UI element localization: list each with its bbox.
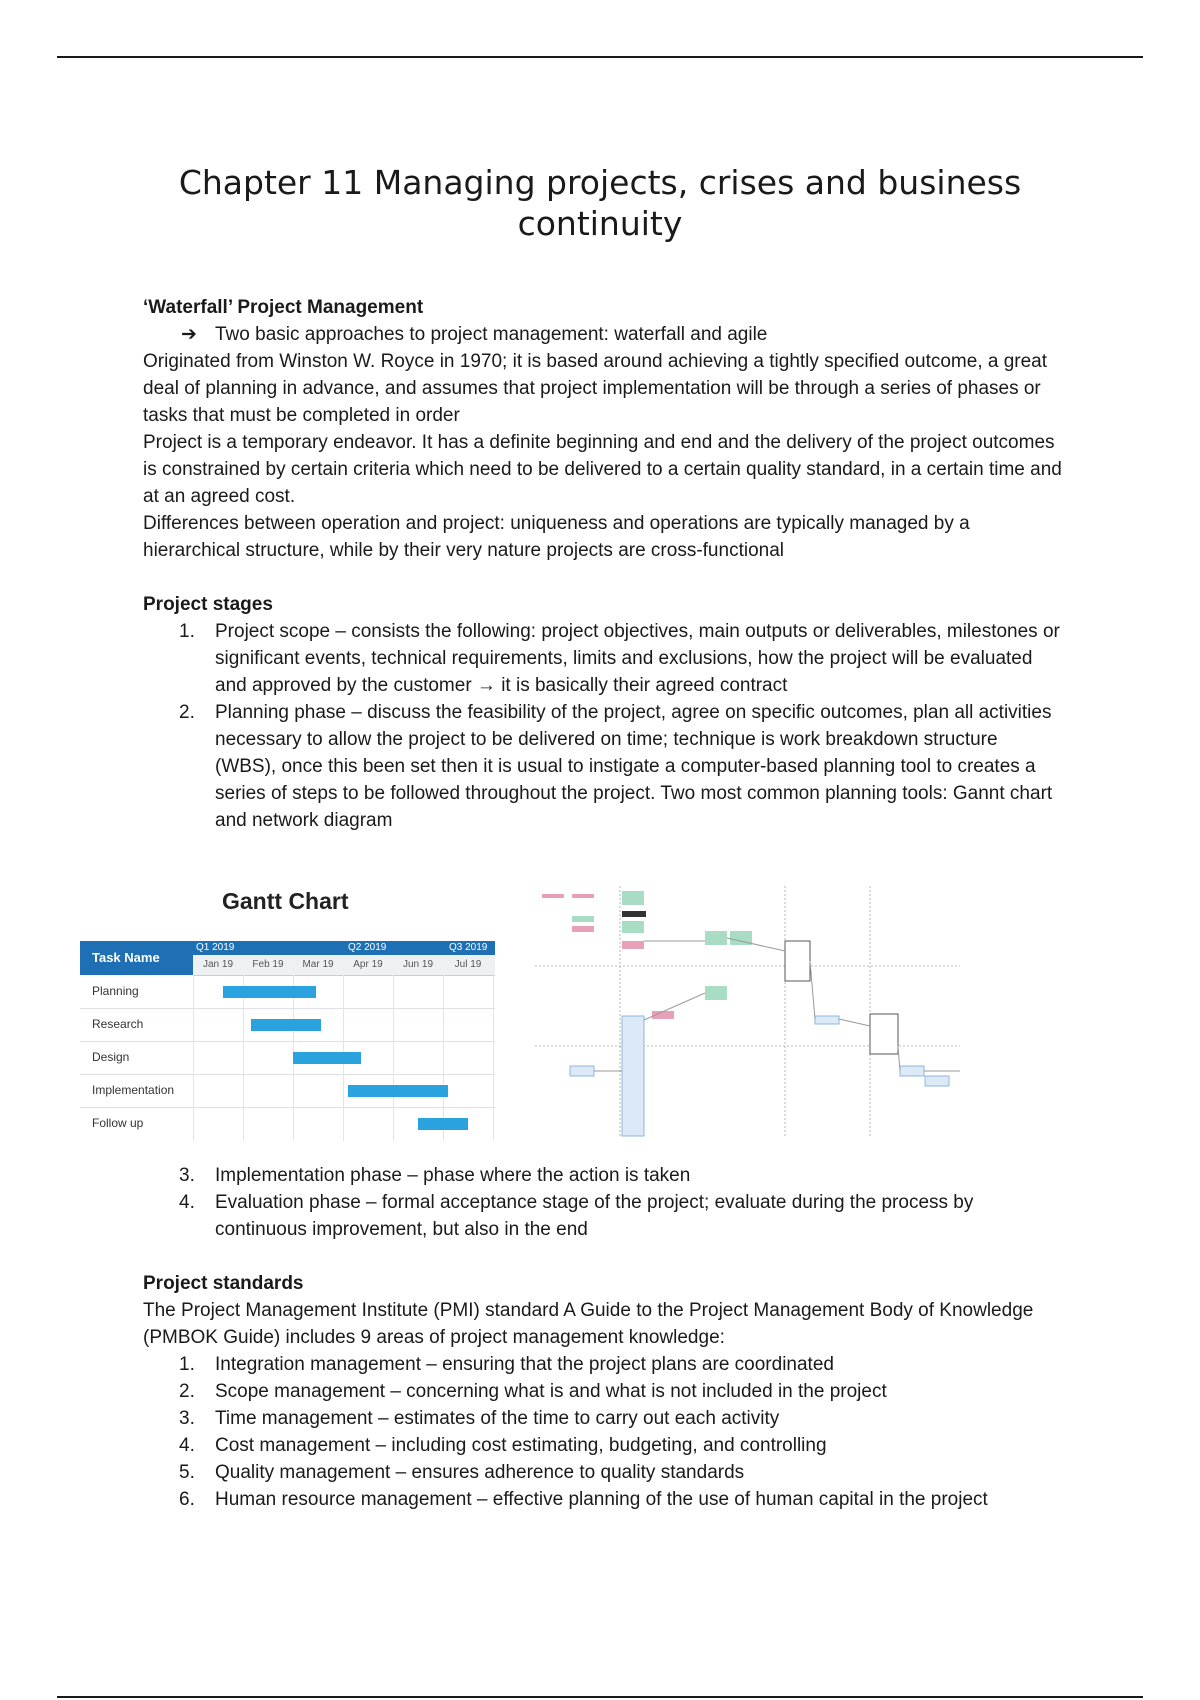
month-label: Jan 19: [202, 959, 234, 970]
list-item: [143, 1432, 1063, 1459]
list-number: 1.: [179, 621, 195, 642]
network-nodes-green: [572, 891, 752, 1000]
arrow-icon: ➔: [181, 324, 197, 345]
quarter-label: Q3 2019: [449, 942, 488, 953]
document-body: [143, 294, 1063, 834]
gantt-bar-research: [251, 1019, 321, 1031]
gantt-chart: [80, 941, 495, 1141]
network-node: [925, 1076, 949, 1086]
gantt-title: Gantt Chart: [222, 888, 349, 914]
stages-heading: Project stages: [143, 594, 273, 615]
network-node: [870, 1014, 898, 1054]
gantt-gridline: [443, 975, 444, 1141]
month-label: Mar 19: [302, 959, 334, 970]
list-item: [143, 1378, 1063, 1405]
list-number: 2.: [179, 1381, 195, 1402]
gantt-bar-planning: [223, 986, 316, 998]
network-nodes-dark: [622, 911, 898, 1054]
network-nodes-pink: [542, 894, 674, 1019]
task-label: Planning: [92, 984, 139, 998]
standards-intro: The Project Management Institute (PMI) standard A Guide to the Project Management Body of Knowledge (PMBOK Guide) includes 9 areas of project management knowledge:: [143, 1300, 1034, 1348]
list-item: [143, 1189, 1063, 1243]
waterfall-paragraph-3: Differences between operation and project: uniqueness and operations are typically managed by a hierarchical structure, while by their very nature projects are cross-functional: [143, 513, 970, 561]
network-node: [572, 916, 594, 922]
list-number: 4.: [179, 1192, 195, 1213]
list-number: 3.: [179, 1408, 195, 1429]
network-node: [622, 921, 644, 933]
list-number: 2.: [179, 702, 195, 723]
document-body-continued: [143, 1162, 1063, 1513]
page-title: Chapter 11 Managing projects, crises and business continuity: [178, 163, 1022, 243]
task-name-header: Task Name: [80, 941, 193, 975]
network-node: [572, 926, 594, 932]
network-node: [622, 911, 646, 917]
list-text: Cost management – including cost estimating, budgeting, and controlling: [215, 1435, 827, 1456]
standards-heading: Project standards: [143, 1273, 304, 1294]
stages-list-a: [143, 618, 1063, 834]
network-node: [572, 894, 594, 898]
list-text: Human resource management – effective planning of the use of human capital in the project: [215, 1489, 988, 1510]
list-text: Evaluation phase – formal acceptance stage of the project; evaluate during the process by continuous improvement, but also in the end: [215, 1192, 974, 1240]
list-item: [143, 1351, 1063, 1378]
network-node: [900, 1066, 924, 1076]
list-number: 3.: [179, 1165, 195, 1186]
list-item: [143, 1459, 1063, 1486]
list-item: [143, 699, 1063, 834]
month-label: Jun 19: [402, 959, 434, 970]
gantt-gridline: [243, 975, 244, 1141]
list-number: 4.: [179, 1435, 195, 1456]
task-label: Follow up: [92, 1116, 144, 1130]
network-node: [622, 1016, 644, 1136]
network-diagram: [530, 886, 1000, 1146]
list-text: Planning phase – discuss the feasibility of the project, agree on specific outcomes, plan all activities necessary to allow the project to be delivered on time; technique is work breakdown structure (WBS), once this been set then it is usual to instigate a computer-based planning tool to creates a series of steps to be followed throughout the project. Two most common planning tools: Gannt chart and network diagram: [215, 702, 1053, 831]
quarter-label: Q2 2019: [348, 942, 387, 953]
waterfall-paragraph-1: Originated from Winston W. Royce in 1970; it is based around achieving a tightly specified outcome, a great deal of planning in advance, and assumes that project implementation will be through a series of phases or tasks that must be completed in order: [143, 351, 1048, 426]
approaches-bullet: [143, 321, 1063, 348]
list-item: [143, 618, 1063, 699]
top-rule: [57, 56, 1143, 58]
list-text: Quality management – ensures adherence to quality standards: [215, 1462, 745, 1483]
gantt-bar-follow-up: [418, 1118, 468, 1130]
network-node: [542, 894, 564, 898]
network-links: [594, 938, 960, 1071]
task-label: Design: [92, 1050, 130, 1064]
task-label: Research: [92, 1017, 144, 1031]
gantt-gridline: [193, 975, 194, 1141]
list-text: Scope management – concerning what is and what is not included in the project: [215, 1381, 887, 1402]
bottom-rule: [57, 1696, 1143, 1698]
approaches-text: Two basic approaches to project management: waterfall and agile: [215, 324, 768, 345]
list-item: [143, 1162, 1063, 1189]
list-item: [143, 1486, 1063, 1513]
waterfall-heading: ‘Waterfall’ Project Management: [143, 297, 424, 318]
network-node: [622, 891, 644, 905]
stages-list-b: [143, 1162, 1063, 1243]
gantt-gridline: [393, 975, 394, 1141]
standards-list: [143, 1351, 1063, 1513]
list-text: Implementation phase – phase where the action is taken: [215, 1165, 691, 1186]
gantt-bar-implementation: [348, 1085, 448, 1097]
list-number: 6.: [179, 1489, 195, 1510]
list-text: Time management – estimates of the time to carry out each activity: [215, 1408, 780, 1429]
month-label: Apr 19: [353, 959, 383, 970]
list-text: Integration management – ensuring that the project plans are coordinated: [215, 1354, 834, 1375]
list-number: 1.: [179, 1354, 195, 1375]
waterfall-paragraph-2: Project is a temporary endeavor. It has a definite beginning and end and the delivery of the project outcomes is constrained by certain criteria which need to be delivered to a certain quality standard, in a certain time and at an agreed cost.: [143, 432, 1062, 507]
list-number: 5.: [179, 1462, 195, 1483]
gantt-header: [80, 941, 495, 975]
network-node: [705, 931, 727, 945]
network-node: [705, 986, 727, 1000]
gantt-bar-design: [293, 1052, 361, 1064]
list-text: Project scope – consists the following: project objectives, main outputs or deliverables, milestones or significant events, technical requirements, limits and exclusions, how the project will be evaluated and approved by the customer → it is basically their agreed contract: [215, 621, 1060, 696]
month-label: Jul 19: [454, 959, 482, 970]
quarter-label: Q1 2019: [196, 942, 235, 953]
network-node: [815, 1016, 839, 1024]
planning-figure: [80, 886, 1000, 1146]
list-item: [143, 1405, 1063, 1432]
task-label: Implementation: [92, 1083, 175, 1097]
gantt-row: [80, 1041, 495, 1075]
gantt-gridline: [493, 975, 494, 1141]
network-node: [622, 941, 644, 949]
network-node: [570, 1066, 594, 1076]
network-node: [785, 941, 810, 981]
month-label: Feb 19: [252, 959, 284, 970]
